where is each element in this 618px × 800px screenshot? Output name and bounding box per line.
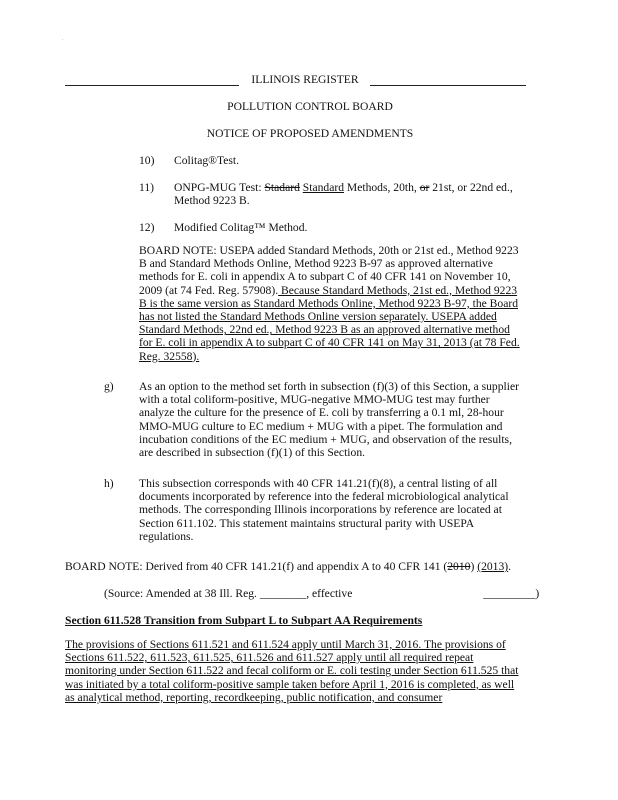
board-note-1: BOARD NOTE: USEPA added Standard Methods, 20th or 21st ed., Method 9223 B and Standard Methods Online, Method 9223 B-97 as approved alternative methods for E. coli in appendix A to subpart C of 40 CFR 141 on November 10, 2009 (at 74 Fed. Reg. 57908). Because Standard Methods, 21st ed., Method 9223 B is the same version as Standard Methods Online, Method 9223 B-97, the Board has not listed the Standard Methods Online version separately. USEPA added Standard Methods, 22nd ed., Method 9223 B as an approved alternative method for E. coli in appendix A to subpart C of 40 CFR 141 on May 31, 2013 (at 78 Fed. Reg. 32558). — [139, 244, 520, 363]
item-11-text: ONPG-MUG Test: Stadard Standard Methods, 20th, or 21st, or 22nd ed., Method 9223 B. — [174, 181, 513, 208]
board-title: POLLUTION CONTROL BOARD — [227, 100, 393, 113]
para-g-label: g) — [104, 380, 114, 393]
notice-title: NOTICE OF PROPOSED AMENDMENTS — [206, 127, 414, 140]
scan-speck: . — [62, 36, 64, 42]
item-10-number: 10) — [139, 154, 155, 167]
item-12-number: 12) — [139, 221, 155, 234]
para-g-text: As an option to the method set forth in subsection (f)(3) of this Section, a supplier with a total coliform-positive, MUG-negative MMO-MUG test may further analyze the culture for the presence of E. coli by transferring a 0.1 ml, 28-hour MMO-MUG culture to EC medium + MUG with a pipet. The formulation and incubation conditions of the EC medium + MUG, and observation of the results, are described in subsection (f)(1) of this Section. — [139, 380, 519, 460]
section-body: The provisions of Sections 611.521 and 611.524 apply until March 31, 2016. The provisions of Sections 611.522, 611.523, 611.525, 611.526 and 611.527 apply until all required repeat monitoring under Section 611.522 and fecal coliform or E. coli testing under Section 611.525 that was initiated by a total coliform-positive sample taken before April 1, 2016 is completed, as well as analytical method, reporting, recordkeeping, public notification, and consumer — [65, 638, 519, 704]
board-note-2: BOARD NOTE: Derived from 40 CFR 141.21(f) and appendix A to 40 CFR 141 (2010) (2013). — [65, 560, 512, 573]
item-11-number: 11) — [139, 181, 155, 194]
para-h-label: h) — [104, 477, 114, 490]
item-10-text: Colitag®Test. — [174, 154, 239, 167]
register-title: ILLINOIS REGISTER — [251, 73, 359, 86]
source-line: (Source: Amended at 38 Ill. Reg. ________, effective _________) — [104, 587, 540, 600]
section-heading: Section 611.528 Transition from Subpart L to Subpart AA Requirements — [65, 614, 423, 627]
para-h-text: This subsection corresponds with 40 CFR 141.21(f)(8), a central listing of all documents incorporated by reference into the federal microbiological analytical methods. The corresponding Illinois incorporations by reference are located at Section 611.102. This statement maintains structural parity with USEPA regulations. — [139, 477, 509, 543]
item-12-text: Modified Colitag™ Method. — [174, 221, 308, 234]
